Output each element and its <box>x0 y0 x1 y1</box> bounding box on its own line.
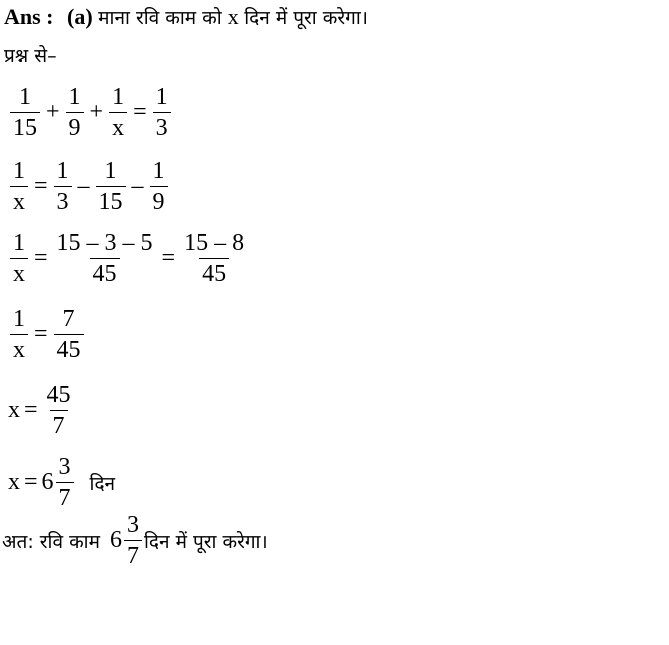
operator: + <box>89 99 104 126</box>
fraction: $\frac{3}{7}$ <box>124 512 142 570</box>
operator: = <box>34 245 48 272</box>
operator: = <box>161 245 176 272</box>
conclusion <box>2 512 268 570</box>
variable: x <box>8 397 20 424</box>
equation-4 <box>8 306 86 364</box>
variable: x <box>8 469 20 496</box>
equation-5 <box>8 382 76 440</box>
operator: = <box>34 321 48 348</box>
fraction: $\frac{1}{9}$ <box>150 158 168 216</box>
conclusion-post: दिन में पूरा करेगा। <box>143 530 268 553</box>
answer-label: Ans : <box>4 4 54 29</box>
fraction: $\frac{1}{x}$ <box>10 230 28 288</box>
fraction: $\frac{3}{7}$ <box>56 454 74 512</box>
fraction: $\frac{1}{15}$ <box>96 158 126 216</box>
equation-6 <box>8 454 115 512</box>
fraction: $\frac{45}{7}$ <box>46 382 71 440</box>
fraction: $\frac{1}{15}$ <box>10 84 40 142</box>
operator: + <box>46 99 60 126</box>
fraction: $\frac{7}{45}$ <box>54 306 84 364</box>
conclusion-pre: अत: रवि काम <box>2 530 100 553</box>
answer-header <box>4 4 368 30</box>
fraction: $\frac{1}{3}$ <box>54 158 72 216</box>
unit-text: दिन <box>89 472 116 495</box>
equation-3 <box>8 230 249 288</box>
fraction: $\frac{1}{9}$ <box>66 84 84 142</box>
operator: = <box>133 99 147 126</box>
header-var: x <box>227 4 239 29</box>
equation-1 <box>8 84 173 142</box>
fraction: $\frac{1}{x}$ <box>10 306 28 364</box>
operator: = <box>34 173 48 200</box>
equation-2 <box>8 158 170 216</box>
operator: – <box>77 173 90 200</box>
fraction: $\frac{1}{x}$ <box>109 84 127 142</box>
fraction: $\frac{15 - 8}{45}$ <box>184 230 245 288</box>
intro-text: प्रश्न से– <box>4 45 57 67</box>
whole-number: 6 <box>109 527 122 554</box>
whole-number: 6 <box>41 469 54 496</box>
fraction: $\frac{1}{3}$ <box>153 84 171 142</box>
operator: = <box>24 469 38 496</box>
fraction: $\frac{1}{x}$ <box>10 158 28 216</box>
header-text-pre: माना रवि काम को <box>98 7 228 29</box>
part-label: (a) <box>67 4 93 29</box>
header-text-post: दिन में पूरा करेगा। <box>244 7 368 29</box>
operator: – <box>131 173 144 200</box>
operator: = <box>24 397 38 424</box>
fraction: $\frac{15 - 3 - 5}{45}$ <box>56 230 153 288</box>
